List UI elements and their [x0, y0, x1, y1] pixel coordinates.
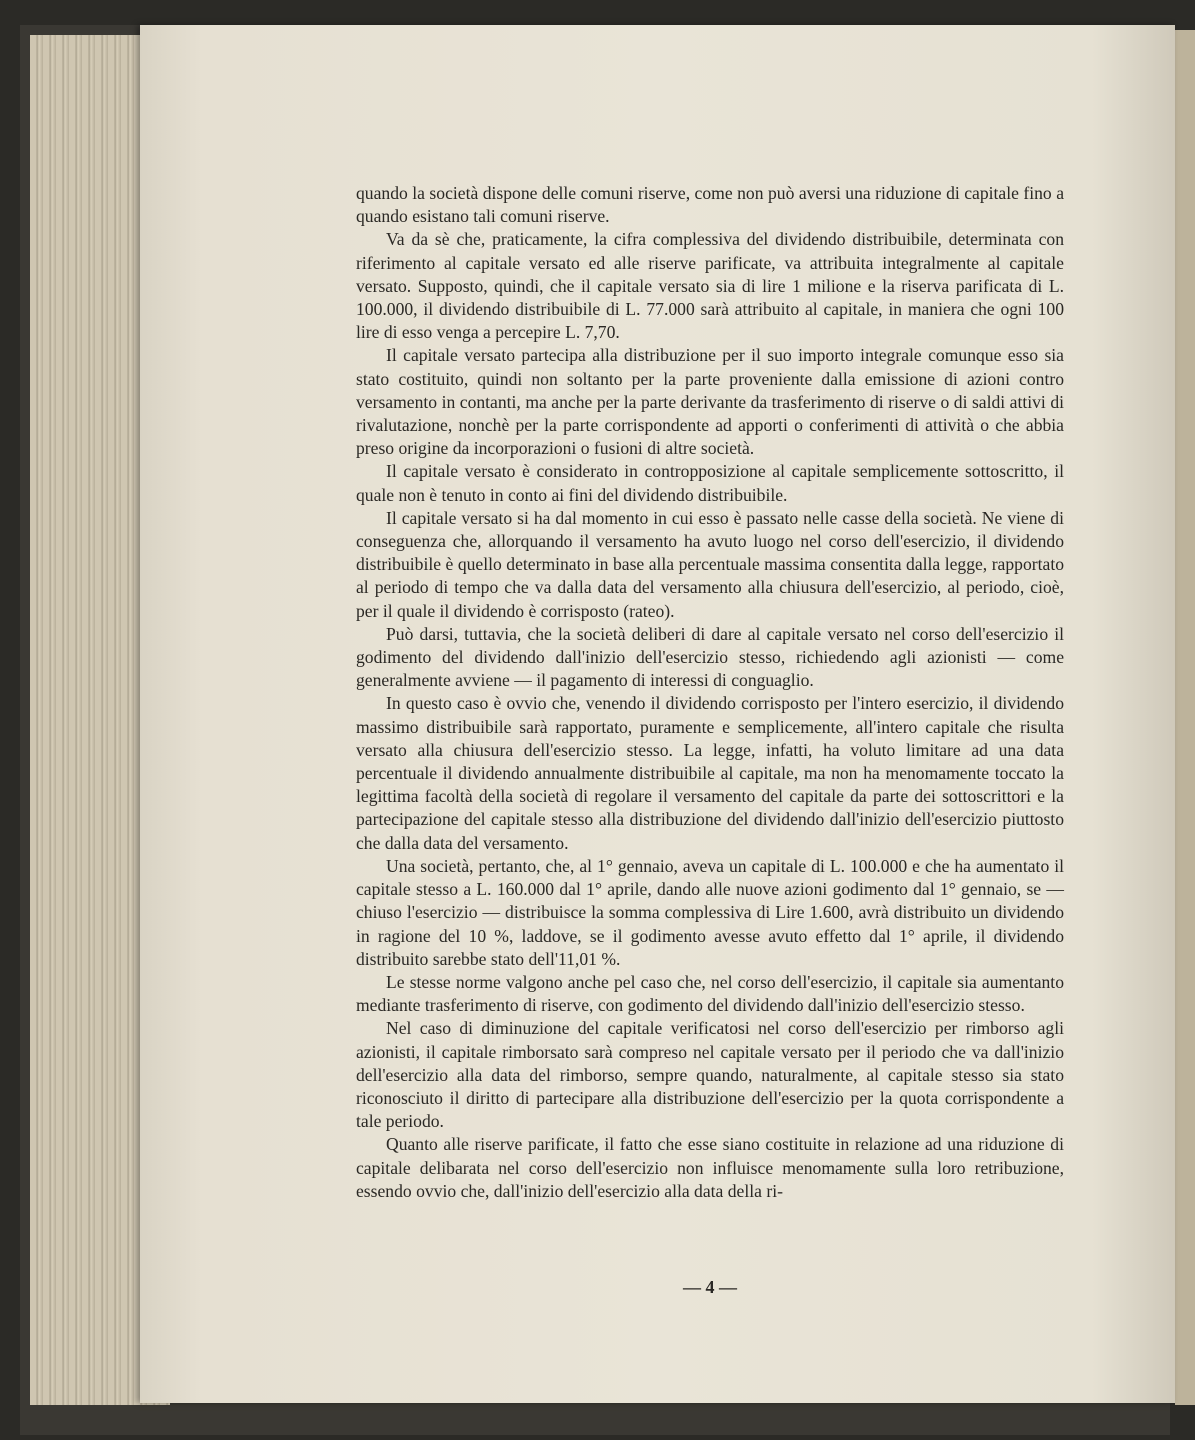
page-number: — 4 —: [683, 1277, 737, 1297]
paragraph: Il capitale versato è considerato in contropposizione al capitale semplicemente sottoscritto, il quale non è tenuto in conto ai fini del dividendo distribuibile.: [356, 461, 1064, 505]
paragraph: Quanto alle riserve parificate, il fatto che esse siano costituite in relazione ad una riduzione di capitale delibarata nel corso dell'esercizio non influisce menomamente sulla loro retribuzione, essendo ovvio che, dall'inizio dell'esercizio alla data della ri-: [356, 1134, 1064, 1201]
paragraph: Una società, pertanto, che, al 1° gennaio, aveva un capitale di L. 100.000 e che ha aumentato il capitale stesso a L. 160.000 dal 1° aprile, dando alle nuove azioni godimento dal 1° gennaio, se — chiuso l'esercizio — distribuisce la somma complessiva di Lire 1.600, avrà distribuito un dividendo in ragione del 10 %, laddove, se il godimento avesse avuto effetto dal 1° aprile, il dividendo distribuito sarebbe stato dell'11,01 %.: [356, 855, 1064, 969]
paragraph: Il capitale versato partecipa alla distribuzione per il suo importo integrale comunque esso sia stato costituito, quindi non soltanto per la parte proveniente dalla emissione di azioni contro versamento in contanti, ma anche per la parte derivante da trasferimento di riserve o di saldi attivi di rivalutazione, nonchè per la parte corrispondente ad apporti o conferimenti di attività o che abbia preso origine da incorporazioni o fusioni di altre società.: [356, 345, 1064, 459]
paragraph: Nel caso di diminuzione del capitale verificatosi nel corso dell'esercizio per rimborso agli azionisti, il capitale rimborsato sarà compreso nel capitale versato per il periodo che va dall'inizio dell'esercizio alla data del rimborso, sempre quando, naturalmente, al capitale stesso sia stato riconosciuto il diritto di partecipare alla distribuzione dell'esercizio per la quota corrispondente a tale periodo.: [356, 1018, 1064, 1132]
paragraph: In questo caso è ovvio che, venendo il dividendo corrisposto per l'intero esercizio, il dividendo massimo distribuibile sarà rapportato, puramente e semplicemente, all'intero capitale che risulta versato alla chiusura dell'esercizio stesso. La legge, infatti, ha voluto limitare ad una data percentuale il dividendo annualmente distribuibile al capitale, ma non ha menomamente toccato la legittima facoltà della società di regolare il versamento del capitale da parte dei sottoscrittori e la partecipazione del capitale stesso alla distribuzione del dividendo dall'inizio dell'esercizio piuttosto che dalla data del versamento.: [356, 693, 1064, 853]
paragraph: Va da sè che, praticamente, la cifra complessiva del dividendo distribuibile, determinata con riferimento al capitale versato ed alle riserve parificate, va attribuita integralmente al capitale versato. Supposto, quindi, che il capitale versato sia di lire 1 milione e la riserva parificata di L. 100.000, il dividendo distribuibile di L. 77.000 sarà attribuito al capitale, in maniera che ogni 100 lire di esso venga a percepire L. 7,70.: [356, 229, 1064, 343]
paragraph: Il capitale versato si ha dal momento in cui esso è passato nelle casse della società. Ne viene di conseguenza che, allorquando il versamento ha avuto luogo nel corso dell'esercizio, il dividendo distribuibile è quello determinato in base alla percentuale massima consentita dalla legge, rapportato al periodo di tempo che va dalla data del versamento alla chiusura dell'esercizio, al periodo, cioè, per il quale il dividendo è corrisposto (rateo).: [356, 507, 1064, 621]
paragraph: Può darsi, tuttavia, che la società deliberi di dare al capitale versato nel corso dell'esercizio il godimento del dividendo dall'inizio dell'esercizio stesso, richiedendo agli azionisti — come generalmente avviene — il pagamento di interessi di conguaglio.: [356, 623, 1064, 691]
paragraph: quando la società dispone delle comuni riserve, come non può aversi una riduzione di capitale fino a quando esistano tali comuni riserve.: [356, 183, 1064, 227]
paragraph: Le stesse norme valgono anche pel caso che, nel corso dell'esercizio, il capitale sia aumentanto mediante trasferimento di riserve, con godimento del dividendo dall'inizio dell'esercizio stesso.: [356, 971, 1064, 1016]
facing-page-edge: [1175, 30, 1195, 1405]
body-text: [356, 182, 1064, 1203]
